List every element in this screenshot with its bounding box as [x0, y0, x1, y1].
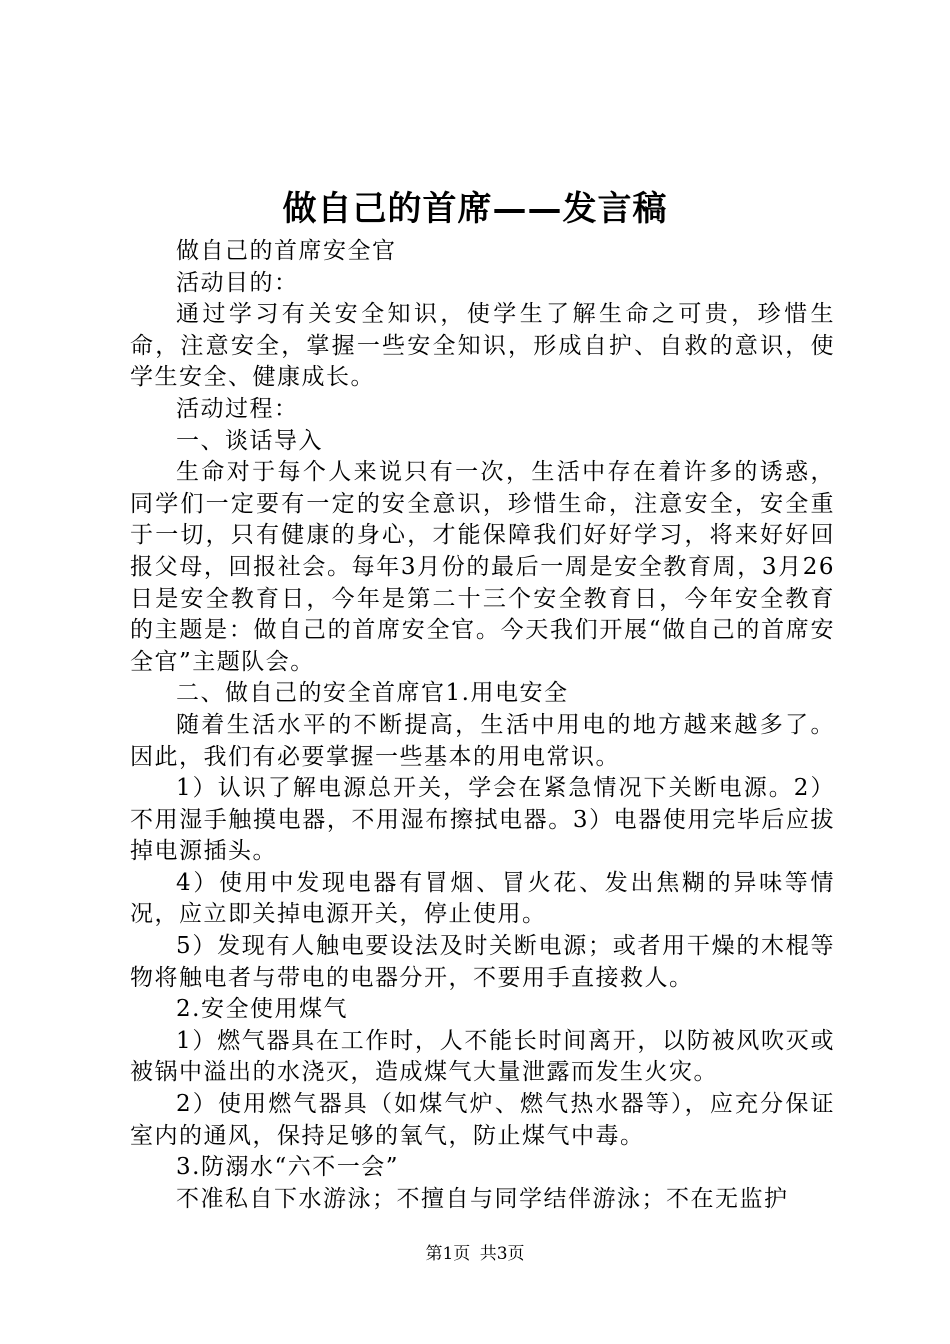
paragraph: 二、做自己的安全首席官1.用电安全	[176, 680, 569, 707]
paragraph: 做自己的首席安全官	[176, 238, 397, 264]
page-number: 第1页	[425, 1244, 471, 1264]
paragraph: 活动过程：	[176, 395, 299, 422]
total-pages: 共3页	[479, 1244, 525, 1264]
paragraph: 1）燃气器具在工作时，人不能长时间离开，以防被风吹灭或被锅中溢出的水浇灭，造成煤气大量泄露而发生火灾。	[130, 1027, 835, 1086]
document-title: 做自己的首席——发言稿	[282, 189, 668, 229]
document-body	[130, 236, 835, 1215]
paragraph: 4）使用中发现电器有冒烟、冒火花、发出焦糊的异味等情况，应立即关掉电源开关，停止使用。	[130, 869, 835, 928]
paragraph: 5）发现有人触电要设法及时关断电源；或者用干燥的木棍等物将触电者与带电的电器分开，不要用手直接救人。	[130, 933, 835, 991]
paragraph: 不准私自下水游泳；不擅自与同学结伴游泳；不在无监护	[176, 1185, 789, 1212]
paragraph: 生命对于每个人来说只有一次，生活中存在着许多的诱惑，同学们一定要有一定的安全意识，珍惜生命，注意安全，安全重于一切，只有健康的身心，才能保障我们好好学习，将来好好回报父母，回报社会。每年3月份的最后一周是安全教育周，3月26日是安全教育日，今年是第二十三个安全教育日，今年安全教育的主题是：做自己的首席安全官。今天我们开展“做自己的首席安全官”主题队会。	[130, 459, 835, 675]
paragraph: 随着生活水平的不断提高，生活中用电的地方越来越多了。因此，我们有必要掌握一些基本的用电常识。	[130, 711, 835, 770]
paragraph: 通过学习有关安全知识，使学生了解生命之可贵，珍惜生命，注意安全，掌握一些安全知识，形成自护、自救的意识，使学生安全、健康成长。	[130, 301, 835, 391]
paragraph: 2）使用燃气器具（如煤气炉、燃气热水器等），应充分保证室内的通风，保持足够的氧气，防止煤气中毒。	[130, 1091, 835, 1149]
paragraph: 1）认识了解电源总开关，学会在紧急情况下关断电源。2）不用湿手触摸电器，不用湿布擦拭电器。3）电器使用完毕后应拔掉电源插头。	[130, 775, 835, 865]
paragraph: 2.安全使用煤气	[176, 996, 348, 1023]
paragraph: 一、谈话导入	[176, 427, 323, 454]
page-footer	[0, 1242, 950, 1266]
paragraph: 3.防溺水“六不一会”	[176, 1154, 399, 1181]
paragraph: 活动目的：	[176, 269, 299, 296]
